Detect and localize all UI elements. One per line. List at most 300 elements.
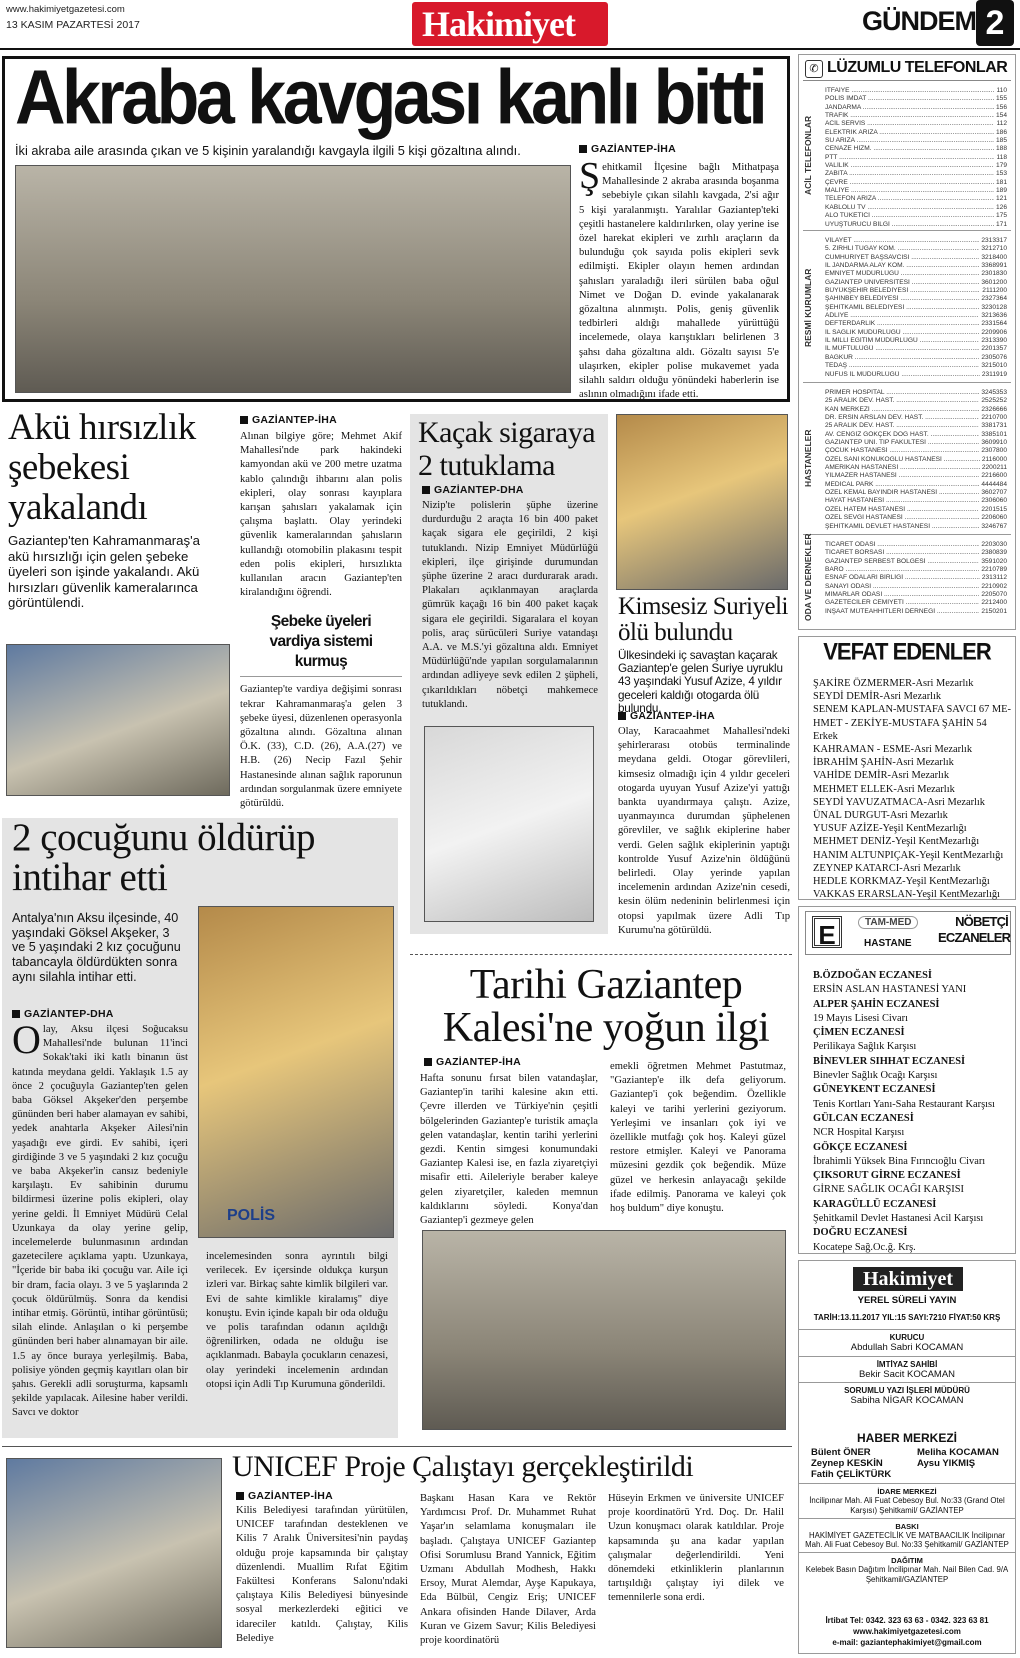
phone-entry <box>825 591 1007 599</box>
phone-entry-number[interactable]: 189 <box>995 187 1007 195</box>
impressum-block-text: Kelebek Basın Dağıtım İncilipınar Mah. Nail Bilen Cad. 9/A Şehitkamil/GAZİANTEP <box>805 1565 1009 1584</box>
phone-entry <box>825 262 1007 270</box>
phone-entry-number[interactable]: 2305076 <box>981 353 1007 361</box>
phone-entry <box>825 566 1007 574</box>
pharmacy-name: B.ÖZDOĞAN ECZANESİ <box>813 970 932 981</box>
impressum-block <box>799 1483 1015 1518</box>
lead-source: GAZİANTEP-İHA <box>579 143 779 155</box>
phone-entry-name: 5. ZIRHLI TUGAY KOM. ..... <box>825 245 979 253</box>
phone-entry <box>825 371 1007 379</box>
pharmacy-address: 19 Mayıs Lisesi Civarı <box>813 1012 908 1024</box>
aku-photo <box>6 644 230 796</box>
phone-entry-name: İL MİLLİ EĞİTİM MÜDÜRLÜĞÜ ..... <box>825 337 979 345</box>
phone-entry-number[interactable]: 154 <box>995 112 1007 120</box>
phone-entry-number[interactable]: 3368991 <box>981 262 1007 270</box>
phone-entry-number[interactable]: 2306060 <box>981 497 1007 505</box>
unicef-rule <box>2 1446 792 1447</box>
phone-entry <box>825 329 1007 337</box>
kale-rule <box>410 954 792 955</box>
phone-entry-name: MALİYE ..... <box>825 187 994 195</box>
phone-entry <box>825 439 1007 447</box>
phone-entry-number[interactable]: 2331564 <box>981 320 1007 328</box>
phone-group-emergency <box>803 85 1011 231</box>
logo-text: Hakimiyet <box>422 4 575 44</box>
phone-entry-name: 25 ARALIK DEV. HAST. ..... <box>825 422 979 430</box>
phone-entry-name: ESNAF ODALARI BİRLİĞİ ..... <box>825 574 980 582</box>
phone-entry-name: BAĞKUR ..... <box>825 354 979 362</box>
pharmacy-address: Tenis Kortları Yanı-Saha Restaurant Karşısı <box>813 1098 995 1110</box>
phone-list <box>825 389 1007 531</box>
phone-entry <box>825 464 1007 472</box>
impressum-block-heading: BASKI <box>895 1521 919 1531</box>
phone-group-label: ODA VE DERNEKLER <box>803 533 813 621</box>
phone-entry <box>825 523 1007 531</box>
phone-entry <box>825 295 1007 303</box>
kale-source: GAZİANTEP-İHA <box>424 1056 521 1068</box>
phone-entry-name: AV. CENGİZ GÖKÇEK DOĞ HAST. ..... <box>825 431 979 439</box>
phone-entry <box>825 129 1007 137</box>
issue-date: 13 KASIM PAZARTESİ 2017 <box>6 19 140 31</box>
phone-entry-number[interactable]: 171 <box>995 220 1007 228</box>
phone-entry-number[interactable]: 2205070 <box>981 591 1007 599</box>
phone-entry-name: GAZETECİLER CEMİYETİ ..... <box>825 599 979 607</box>
phone-entry-number[interactable]: 4444484 <box>981 480 1007 488</box>
page-number-text: 2 <box>985 4 1005 42</box>
pharmacy-title: NÖBETÇİ ECZANELER <box>938 914 1011 945</box>
phone-entry-number[interactable]: 2201357 <box>981 345 1007 353</box>
phone-entry-number[interactable]: 155 <box>995 95 1007 103</box>
phone-entry-name: İTFAİYE ..... <box>825 87 994 95</box>
phone-entry <box>825 204 1007 212</box>
impressum-type: YEREL SÜRELİ YAYIN <box>857 1295 957 1306</box>
pharmacy-tag: TAM-MED <box>858 916 918 929</box>
phone-entry-name: ÇEVRE ..... <box>825 179 994 187</box>
phone-entry <box>825 489 1007 497</box>
phone-entry-name: 25 ARALIK DEV. HAST. ..... <box>825 397 979 405</box>
phone-entry-number[interactable]: 2525252 <box>981 397 1007 405</box>
pharmacy-address: İbrahimli Yüksek Bina Fırıncıoğlu Civarı <box>813 1155 986 1167</box>
phone-entry-name: SU ARIZA ..... <box>825 137 994 145</box>
phone-entry-number[interactable]: 2150201 <box>981 607 1007 615</box>
phone-entry-number[interactable]: 2212400 <box>981 599 1007 607</box>
phone-entry <box>825 145 1007 153</box>
phone-entry <box>825 237 1007 245</box>
page-number <box>976 0 1014 46</box>
phone-entry <box>825 320 1007 328</box>
pharmacy-name: GÜLCAN ECZANESİ <box>813 1112 914 1124</box>
phone-entry-number[interactable]: 179 <box>995 162 1007 170</box>
pharmacy-address: Şehitkamil Devlet Hastanesi Acil Karşısı <box>813 1213 984 1225</box>
deaths-box <box>798 636 1016 900</box>
phone-entry <box>825 245 1007 253</box>
suriyeli-column <box>618 710 790 938</box>
phone-entry-name: ÖZEL HATEM HASTANESİ ..... <box>825 506 979 514</box>
phone-entry-number[interactable]: 2327364 <box>981 295 1007 303</box>
phone-entry-number[interactable]: 121 <box>995 195 1007 203</box>
impressum-block-heading: İMTİYAZ SAHİBİ <box>876 1359 938 1369</box>
impressum-block <box>799 1382 1015 1409</box>
phone-entry <box>825 104 1007 112</box>
phone-entry <box>825 414 1007 422</box>
phone-entry <box>825 212 1007 220</box>
pharmacy-box <box>798 906 1016 1254</box>
phone-entry-number[interactable]: 2313390 <box>981 337 1007 345</box>
obituary-line: HANIM ALTUNPIÇAK-Yeşil KentMezarlığı <box>813 849 1004 861</box>
phone-entry-name: GAZİANTEP ÜNİVERSİTESİ ..... <box>825 279 979 287</box>
phone-entry-name: KAN MERKEZİ ..... <box>825 406 979 414</box>
sigara-column <box>422 484 598 712</box>
phone-entry-name: NÜFUS İL MÜDÜRLÜĞÜ ..... <box>825 371 980 379</box>
impressum-block-heading: İDARE MERKEZİ <box>877 1487 937 1496</box>
impressum-block <box>799 1329 1015 1356</box>
phone-entry-name: İL SAĞLIK MÜDÜRLÜĞÜ ..... <box>825 329 979 337</box>
phone-entry <box>825 337 1007 345</box>
phone-entry-number[interactable]: 112 <box>996 120 1007 128</box>
phone-entry-number[interactable]: 2313317 <box>981 237 1007 244</box>
kale-story <box>410 954 792 1438</box>
contact-phone: İrtibat Tel: 0342. 323 63 63 - 0342. 323 63 81 <box>825 1616 989 1625</box>
cocuk-dropcap: O <box>12 1017 41 1062</box>
phone-entry-name: ELEKTRİK ARIZA ..... <box>825 129 994 137</box>
obituary-line: SEYDİ YAVUZATMACA-Asri Mezarlık <box>813 796 986 808</box>
phone-entry <box>825 254 1007 262</box>
phone-entry-name: TİCARET BORSASI ..... <box>825 549 979 557</box>
suriyeli-source: GAZİANTEP-İHA <box>618 710 790 722</box>
phone-entry-name: ALO TÜKETİCİ ..... <box>825 212 994 220</box>
news-center-title: HABER MERKEZİ <box>856 1431 957 1445</box>
phone-entry <box>825 162 1007 170</box>
impressum-block-text: HAKİMİYET GAZETECİLİK VE MATBAACILIK İncilipınar Mah. Ali Fuat Cebesoy Bul. No:33 Şehitkamil/ GAZİANTEP <box>805 1530 1009 1550</box>
phone-entry-number[interactable]: 3601200 <box>981 278 1007 286</box>
phone-entry-number[interactable]: 2307800 <box>981 447 1007 455</box>
phones-title-text: LÜZUMLU TELEFONLAR <box>827 59 1008 76</box>
deaths-title: VEFAT EDENLER <box>823 637 991 666</box>
suriyeli-body: Olay, Karacaahmet Mahallesi'ndeki şehirlerarası otobüs terminalinde meydana geldi. Otogar görevlileri, kimsesiz olmadığı için 4 yıldır geceleri otogarda uyuyan Yusuf Azize'yi yattığı bankta uyandırmaya çalıştı. Azize, uyanmayınca durumdan şüphelenen görevliler, ve sağlık ekiplerine haber verdi. Gelen sağlık ekiplerinin yaptığı kontrolde Yusuf Azize'nin öldüğünü belirledi. Olay yerinde yapılan incelemenin ardından Azize'nin cesedi, kesin ölüm nedeninin belirlenmesi için otopsi yapılmak üzere Adli Tıp Kurumu'na götürüldü. <box>618 726 790 936</box>
section-title: GÜNDEM <box>862 6 976 36</box>
phone-list <box>825 87 1007 229</box>
kale-headline: Tarihi Gaziantep Kalesi'ne yoğun ilgi <box>442 962 770 1051</box>
unicef-photo <box>6 1458 222 1648</box>
phone-entry <box>825 304 1007 312</box>
phone-entry-number[interactable]: 2311919 <box>981 370 1007 378</box>
phone-entry-name: PRİMER HOSPİTAL ..... <box>825 389 979 397</box>
phone-entry-number[interactable]: 3215010 <box>981 362 1007 370</box>
phone-entry <box>825 312 1007 320</box>
phone-entry-name: DEFTERDARLIK ..... <box>825 320 979 328</box>
phone-entry-name: AMERİKAN HASTANESİ ..... <box>825 464 980 472</box>
sigara-source: GAZİANTEP-DHA <box>422 484 598 496</box>
phone-entry-number[interactable]: 2210789 <box>981 566 1007 574</box>
phone-entry <box>825 481 1007 489</box>
phone-entry-name: GAZİANTEP SERBEST BÖLGESİ ..... <box>825 558 979 566</box>
phone-entry-name: PTT ..... <box>825 154 994 162</box>
phone-group-hospitals <box>803 387 1011 535</box>
contact-email[interactable]: e-mail: gaziantephakimiyet@gmail.com <box>832 1638 982 1647</box>
suriyeli-subhead: Ülkesindeki iç savaştan kaçarak Gaziantep'e gelen Suriye uyruklu 43 yaşındaki Yusuf Azize, 4 yıldır geceleri kaldığı otogarda ölü bulundu. <box>618 649 783 715</box>
lead-dropcap: Ş <box>579 155 601 197</box>
impressum-block <box>799 1356 1015 1383</box>
news-staff-right <box>917 1447 999 1469</box>
phone-entry-name: ŞAHİNBEY BELEDİYESİ ..... <box>825 295 979 303</box>
phone-entry-name: DR. ERSİN ARSLAN DEV. HAST. ..... <box>825 414 979 422</box>
phone-entry-number[interactable]: 3381731 <box>981 422 1007 430</box>
sigara-photo <box>424 726 594 922</box>
impressum-logo <box>853 1267 963 1291</box>
lead-story <box>2 56 790 402</box>
phone-entry <box>825 389 1007 397</box>
phone-entry <box>825 354 1007 362</box>
staff-name: Zeynep KESKİN <box>811 1458 883 1469</box>
pharmacy-name: ÇİMEN ECZANESİ <box>813 1027 905 1039</box>
phone-entry-name: TEDAŞ ..... <box>825 362 979 370</box>
phone-entry-number[interactable]: 3591020 <box>981 557 1007 565</box>
phone-entry <box>825 397 1007 405</box>
phone-entry-number[interactable]: 185 <box>995 137 1007 145</box>
phone-entry-name: TRAFİK ..... <box>825 112 994 120</box>
deaths-list <box>813 677 1013 901</box>
phone-entry-number[interactable]: 126 <box>995 203 1007 211</box>
phone-entry-number[interactable]: 3609910 <box>981 439 1007 447</box>
phone-entry-name: ÖZEL KEMAL BAYINDIR HASTANESİ ..... <box>825 489 979 497</box>
phone-entry-name: BÜYÜKŞEHİR BELEDİYESİ ..... <box>825 287 980 295</box>
phone-entry-number[interactable]: 2116000 <box>981 455 1007 463</box>
phone-entry <box>825 447 1007 455</box>
cocuk-source: GAZİANTEP-DHA <box>12 1008 188 1020</box>
cocuk-subhead: Antalya'nın Aksu ilçesinde, 40 yaşındaki Göksel Akşeker, 3 ve 5 yaşındaki 2 kız çocuğunu tabancayla öldürdükten sonra aynı silahla intihar etti. <box>12 911 181 984</box>
pharmacy-list <box>813 969 1013 1255</box>
suriyeli-headline: Kimsesiz Suriyeli ölü bulundu <box>618 593 788 646</box>
phone-entry-name: KABLOLU TV ..... <box>825 204 994 212</box>
phone-entry-name: ÖZEL SEVGİ HASTANESİ ..... <box>825 514 979 522</box>
phone-group-label: ACİL TELEFONLAR <box>803 115 813 195</box>
impressum-block-heading: KURUCU <box>889 1333 925 1342</box>
phone-entry <box>825 87 1007 95</box>
phone-entry-number[interactable]: 3230128 <box>981 303 1007 311</box>
phone-entry <box>825 279 1007 287</box>
phone-entry-name: VALİLİK ..... <box>825 162 994 170</box>
phone-entry <box>825 95 1007 103</box>
impressum-contact <box>799 1615 1015 1648</box>
phone-entry <box>825 558 1007 566</box>
phone-entry-number[interactable]: 175 <box>995 212 1007 220</box>
obituary-line: HMET - ZEKİYE-MUSTAFA ŞAHİN 54 Erkek <box>813 717 987 742</box>
staff-name: Aysu YIKMIŞ <box>917 1458 976 1469</box>
news-center <box>805 1431 1009 1480</box>
aku-headline: Akü hırsızlık şebekesi yakalandı <box>8 407 196 528</box>
sigara-story <box>410 414 608 934</box>
cocuk-column-1 <box>12 1008 188 1421</box>
phone-list <box>825 237 1007 379</box>
phone-entry-number[interactable]: 118 <box>996 153 1007 161</box>
impressum-block-text: İncilipınar Mah. Ali Fuat Cebesoy Bul. No:33 (Grand Otel Karşısı) Şehitkamil/ GAZİANTEP <box>809 1496 1005 1515</box>
phone-entry-name: ÖZEL SANİ KONUKOĞLU HASTANESİ ..... <box>825 456 980 464</box>
police-car-text: POLİS <box>227 1207 276 1224</box>
impressum-block <box>799 1518 1015 1553</box>
phone-entry-name: İL JANDARMA ALAY KOM. ..... <box>825 262 979 270</box>
phone-entry <box>825 221 1007 229</box>
pharmacy-header <box>805 911 1011 955</box>
kale-body-2: emekli öğretmen Mehmet Pastutmaz, "Gaziantep'e ilk defa geliyorum. Gaziantep'i çok beğendim. Özellikle kaleyi ve tarihi yerlerini geziyorum. Yerleşimi ve insanları çok iyi ve özellikle mutfağı çok hoş. Kaleyi güzel restore etmişler. Kaleyi ve Panorama müzesini gezdik çok beğendik. Müze güzel ve herkesin anlayacağı şekilde ifade edilmiş. Panorama ve kaleyi çok hoş buldum" diye konuştu. <box>610 1061 786 1215</box>
phone-entry-name: SANAYİ ODASI ..... <box>825 583 979 591</box>
phone-entry-number[interactable]: 153 <box>995 170 1007 178</box>
impressum-block-heading: DAĞITIM <box>891 1556 923 1566</box>
impressum-block <box>799 1552 1015 1587</box>
phone-entry-number[interactable]: 2313112 <box>981 574 1007 582</box>
phone-list <box>825 541 1007 616</box>
obituary-line: SEYDİ DEMİR-Asri Mezarlık <box>813 691 942 703</box>
pharmacy-name: GÖKÇE ECZANESİ <box>813 1141 908 1153</box>
phone-entry-number[interactable]: 2210902 <box>981 582 1007 590</box>
kale-photo <box>422 1230 786 1430</box>
phone-entry-number[interactable]: 3246767 <box>981 522 1007 530</box>
phone-entry-number[interactable]: 2206060 <box>981 514 1007 522</box>
phone-entry-number[interactable]: 186 <box>995 128 1007 136</box>
sigara-headline: Kaçak sigaraya 2 tutuklama <box>418 416 596 482</box>
phone-entry-name: HAYAT HASTANESİ ..... <box>825 497 979 505</box>
obituary-line: YUSUF AZİZE-Yeşil KentMezarlığı <box>813 823 967 835</box>
phone-entry <box>825 270 1007 278</box>
impressum-block-text: Sabiha NİGAR KOCAMAN <box>850 1395 964 1406</box>
phone-entry-name: TELEFON ARIZA ..... <box>825 195 994 203</box>
phone-entry-number[interactable]: 188 <box>995 145 1007 153</box>
phone-entry <box>825 406 1007 414</box>
phone-entry-number[interactable]: 2111200 <box>982 287 1007 295</box>
sigara-body: Nizip'te polislerin şüphe üzerine durdurduğu 2 araçta 16 bin 400 paket kaçak sigara ele geçirildi, 2 kişi tutuklandı. Nizip Emniyet Müdürlüğü ekipleri, ilçe girişinde durumundan şüphe üzerine 2 aracı durdurarak aradı. Plakaları açıklanmayan araçlarda gümrük kaçağı 16 bin 400 paket kaçak sigara ele geçirildi. Sigaralara el koyan polis, araç sürücüleri Suriye vatandaşı A.A. ve M.S.'yi gözaltına aldı. Emniyet Müdürlüğü'nde yapılan sorgulamalarının ardından adliyeye sevk edilen 2 şüpheli, çıkarıldıkları nöbetçi mahkemece tutuklandı. <box>422 500 598 710</box>
obituary-line: VAHİDE DEMİR-Asri Mezarlık <box>813 770 950 782</box>
unicef-col-1: Kilis Belediyesi tarafından yürütülen, UNICEF tarafından desteklenen ve Kilis 7 Aralık Üniversitesi'nin paydaş olduğu proje kapsamında bir çalıştay düzenlendi. Muallim Rıfat Eğitim Fakültesi Konferans Salonu'ndaki çalıştaya Kilis Belediyesi bünyesinde sosyal merkezlerdeki eğitici ve idareciler katıldı. Çalıştay, Kilis Belediye <box>236 1505 408 1644</box>
cocuk-headline: 2 çocuğunu öldürüp intihar etti <box>12 816 315 899</box>
phone-entry-number[interactable]: 181 <box>995 178 1007 186</box>
phone-entry-name: GAZİANTEP ÜNİ. TIP FAKÜLTESİ ..... <box>825 439 979 447</box>
phone-group-official <box>803 235 1011 383</box>
phone-entry <box>825 541 1007 549</box>
phone-entry <box>825 506 1007 514</box>
phone-entry <box>825 195 1007 203</box>
phone-entry-number[interactable]: 3218400 <box>981 253 1007 261</box>
phone-entry-name: CUMHURİYET BAŞSAVCISI ..... <box>825 254 979 262</box>
phone-entry <box>825 112 1007 120</box>
phone-entry-number[interactable]: 2380839 <box>981 549 1007 557</box>
phone-entry-number[interactable]: 3602707 <box>981 489 1007 497</box>
phone-entry-number[interactable]: 2216600 <box>981 472 1007 480</box>
phone-entry <box>825 472 1007 480</box>
pharmacy-name: ÇIKSORUT GİRNE ECZANESİ <box>813 1170 961 1182</box>
phone-entry <box>825 345 1007 353</box>
website-label[interactable]: www.hakimiyetgazetesi.com <box>6 4 125 15</box>
phone-entry-number[interactable]: 2210700 <box>981 414 1007 422</box>
obituary-line: ÜNAL DURGUT-Asri Mezarlık <box>813 810 948 822</box>
pharmacy-address: NCR Hospital Karşısı <box>813 1127 905 1139</box>
pharmacy-name: BİNEVLER SIHHAT ECZANESİ <box>813 1055 966 1067</box>
phone-entry-name: ŞEHİTKAMİL DEVLET HASTANESİ ..... <box>825 523 979 531</box>
phone-entry-name: MİMARLAR ODASI ..... <box>825 591 979 599</box>
phone-entry <box>825 456 1007 464</box>
staff-name: Fatih ÇELİKTÜRK <box>811 1469 892 1480</box>
phone-entry-name: ACİL SERVİS ..... <box>825 120 994 128</box>
cocuk-body-text: lay, Aksu ilçesi Soğucaksu Mahallesi'nde bulunan 11'inci Sokak'taki iki katlı binanın üst katında meydana geldi. Yaklaşık 1.5 ay önce 2 çocuğuyla Gaziantep'ten gelen baba Göksel Akşeker'den perşembe gününden beri haber alamayan ev sahibi, yedek anahtarla Akşeker Ailesi'nin yaşadığı eve girdi. Ev sahibi, içeri girdiğinde 3 ve 5 yaşındaki 2 kız çocuğu ve baba Akşeker'in cansız bedeniyle karşılaştı. Ev sahibinin durumu bildirmesi üzerine polis ekipleri, olay yerine geldi. İl Emniyet Müdürü Celal Uzunkaya da olay yerine gelip, incelemelerde bulunmasının ardından gazetecilere açıklama yaptı. Uzunkaya, "İçeride bir baba iki çocuğu var. Aile içi bir dram, facia olayı. 3 ve 5 yaşlarında 2 çocuk öldürülmüş. Sonra da kendisi intihar etmiş. Görüntü, intihar görüntüsü; silah elinde. Anlaşılan o ki perşembe gününden beri haber alınamayan bir aile. 1.5 ay önce buraya yerleşilmiş. Baba, polisiye yönden geçmiş kayıtları olan bir şahıs. Gerekli adli soruşturma, kapsamlı şekilde yapılacak. Ailesine haber verildi. Savcı ve doktor <box>12 1024 188 1419</box>
aku-divider <box>240 676 402 677</box>
phone-entry-number[interactable]: 156 <box>995 103 1007 111</box>
phone-entry-name: JANDARMA ..... <box>825 104 994 112</box>
suriyeli-story <box>612 414 792 950</box>
phone-entry <box>825 179 1007 187</box>
pharmacy-name: KARAGÜLLÜ ECZANESİ <box>813 1198 937 1210</box>
masthead <box>0 0 1020 50</box>
aku-subheading: Şebeke üyeleri vardiya sistemi kurmuş <box>269 613 373 671</box>
aku-source: GAZİANTEP-İHA <box>240 414 402 426</box>
pharmacy-address: GİRNE SAĞLIK OCAĞI KARŞISI <box>813 1184 964 1196</box>
contact-web[interactable]: www.hakimiyetgazetesi.com <box>853 1627 961 1636</box>
phone-entry-name: ŞEHİTKAMİL BELEDİYESİ ..... <box>825 304 979 312</box>
phone-entry-number[interactable]: 2326666 <box>981 405 1007 413</box>
aku-story <box>2 407 402 810</box>
obituary-line: SENEM KAPLAN-MUSTAFA SAVCI 67 ME- <box>813 704 1011 716</box>
phone-entry-number[interactable]: 2209906 <box>981 328 1007 336</box>
impressum-blocks <box>799 1329 1015 1409</box>
phone-entry-name: BARO ..... <box>825 566 979 574</box>
pharmacy-address: Kocatepe Sağ.Oc.ğ. Krş. <box>813 1241 916 1253</box>
phone-entry-number[interactable]: 2301830 <box>981 270 1007 278</box>
phone-entry <box>825 287 1007 295</box>
cocuk-story <box>2 818 398 1438</box>
phone-icon: ✆ <box>805 60 823 78</box>
phone-entry-number[interactable]: 3213636 <box>981 312 1007 320</box>
phones-title <box>803 57 1011 81</box>
cocuk-body-2: incelemesinden sonra ayrıntılı bilgi verilecek. Ev içersinde oldukça kurşun izleri var. Birkaç sahte kimlik bilgileri var. Evi de sahte kimlikle kiralamış" diye konuştu. Evin içinde kapalı bir oda olduğu ve polis tarafından odanın açıldığı öğrenilirken, odada ne olduğu ise açıklanmadı. Babayla çocukların cenazesi, olay yerindeki incelemenin ardından otopsi için Adli Tıp Kurumuna gönderildi. <box>206 1251 388 1390</box>
impressum-block-heading: SORUMLU YAZI İŞLERİ MÜDÜRÜ <box>844 1386 970 1395</box>
phone-entry <box>825 599 1007 607</box>
phone-entry-number[interactable]: 3245353 <box>981 389 1007 396</box>
impressum-info: TARİH:13.11.2017 YIL:15 SAYI:7210 FİYAT:50 KRŞ <box>813 1313 1001 1322</box>
phone-entry <box>825 137 1007 145</box>
pharmacy-e-icon: E <box>812 916 842 948</box>
news-staff-left <box>811 1447 891 1480</box>
phone-entry-name: POLİS İMDAT ..... <box>825 95 994 103</box>
phone-entry <box>825 608 1007 616</box>
phone-entry <box>825 170 1007 178</box>
obituary-line: MEHMET DENİZ-Yeşil KentMezarlığı <box>813 836 980 848</box>
phone-group-label: RESMİ KURUMLAR <box>803 268 813 347</box>
pharmacy-address: Perilikaya Sağlık Karşısı <box>813 1041 917 1053</box>
phone-entry-name: MEDİCAL PARK ..... <box>825 481 979 489</box>
phone-entry <box>825 362 1007 370</box>
phone-entry-number[interactable]: 2201515 <box>981 505 1007 513</box>
staff-name: Bülent ÖNER <box>811 1447 871 1458</box>
phones-box <box>798 54 1016 630</box>
obituary-line: HEDLE KORKMAZ-Yeşil KentMezarlığı <box>813 876 990 888</box>
phone-entry-name: UYUŞTURUCU BİLGİ ..... <box>825 221 994 229</box>
phone-entry <box>825 187 1007 195</box>
phone-entry-name: EMNİYET MÜDÜRLÜĞÜ ..... <box>825 270 979 278</box>
lead-body <box>579 155 779 402</box>
aku-body: Alınan bilgiye göre; Mehmet Akif Mahallesi'nde park hakindeki kamyondan akü ve 200 metre uzatma kablo çalındığı ihbarını alan polis ekipleri, olay sonrası kayıplara karışan şahısları yakalamak için çalışma başlattı. Olay yerindeki güvenlik kameralarından şahısların kullandığı otomobilin plakasını tespit eden polis ekipleri, hırsızlıkta kullanılan aracın Gaziantep'ten kiralandığını öğrendi. <box>240 431 402 599</box>
phone-entry <box>825 154 1007 162</box>
impressum-logo-text: Hakimiyet <box>863 1268 953 1290</box>
phone-entry-name: ÇOCUK HASTANESİ ..... <box>825 447 979 455</box>
phone-entry-name: CENAZE HİZM. ..... <box>825 145 994 153</box>
phone-entry-number[interactable]: 2203030 <box>981 541 1007 548</box>
phone-entry-number[interactable]: 2200211 <box>981 464 1007 472</box>
phone-entry-number[interactable]: 3385101 <box>981 430 1007 438</box>
logo <box>412 2 608 46</box>
lead-subhead: İki akraba aile arasında çıkan ve 5 kişinin yaralandığı kavgayla ilgili 5 kişi gözaltına alındı. <box>15 143 521 158</box>
pharmacy-name: DOĞRU ECZANESİ <box>813 1227 908 1239</box>
phone-entry <box>825 514 1007 522</box>
phone-entry-number[interactable]: 110 <box>996 87 1007 94</box>
phone-entry-name: ADLİYE ..... <box>825 312 979 320</box>
phone-entry-number[interactable]: 3212710 <box>981 245 1007 253</box>
phone-entry <box>825 574 1007 582</box>
